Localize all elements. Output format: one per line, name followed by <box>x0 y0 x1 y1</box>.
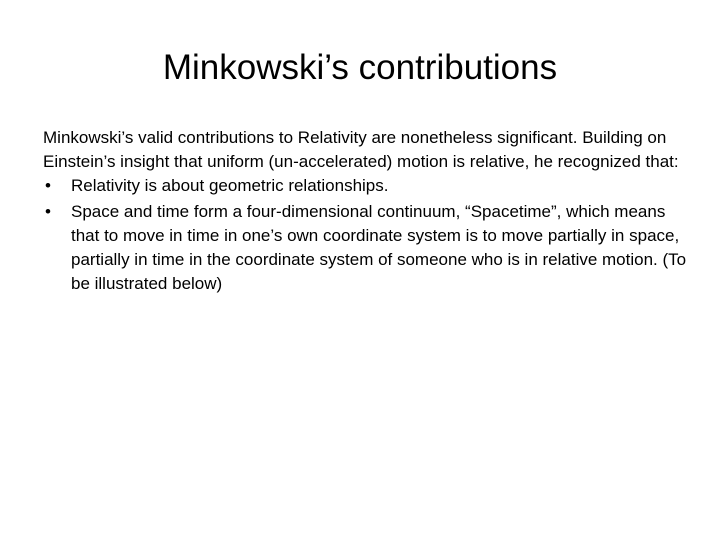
bullet-list <box>43 174 693 296</box>
bullet-item <box>43 174 693 198</box>
slide-body <box>43 126 693 298</box>
intro-paragraph: Minkowski’s valid contributions to Relativity are nonetheless significant. Building on Einstein’s insight that uniform (un-accelerated) motion is relative, he recognized that: <box>43 128 679 171</box>
bullet-icon: • <box>45 202 51 221</box>
bullet-icon: • <box>45 176 51 195</box>
bullet-text: Relativity is about geometric relationships. <box>71 176 389 195</box>
bullet-text: Space and time form a four-dimensional continuum, “Spacetime”, which means that to move in time in one’s own coordinate system is to move partially in space, partially in time in the coordinate system of someone who is in relative motion. (To be illustrated below) <box>71 202 687 293</box>
slide-title: Minkowski’s contributions <box>162 48 558 87</box>
bullet-item <box>43 200 693 296</box>
